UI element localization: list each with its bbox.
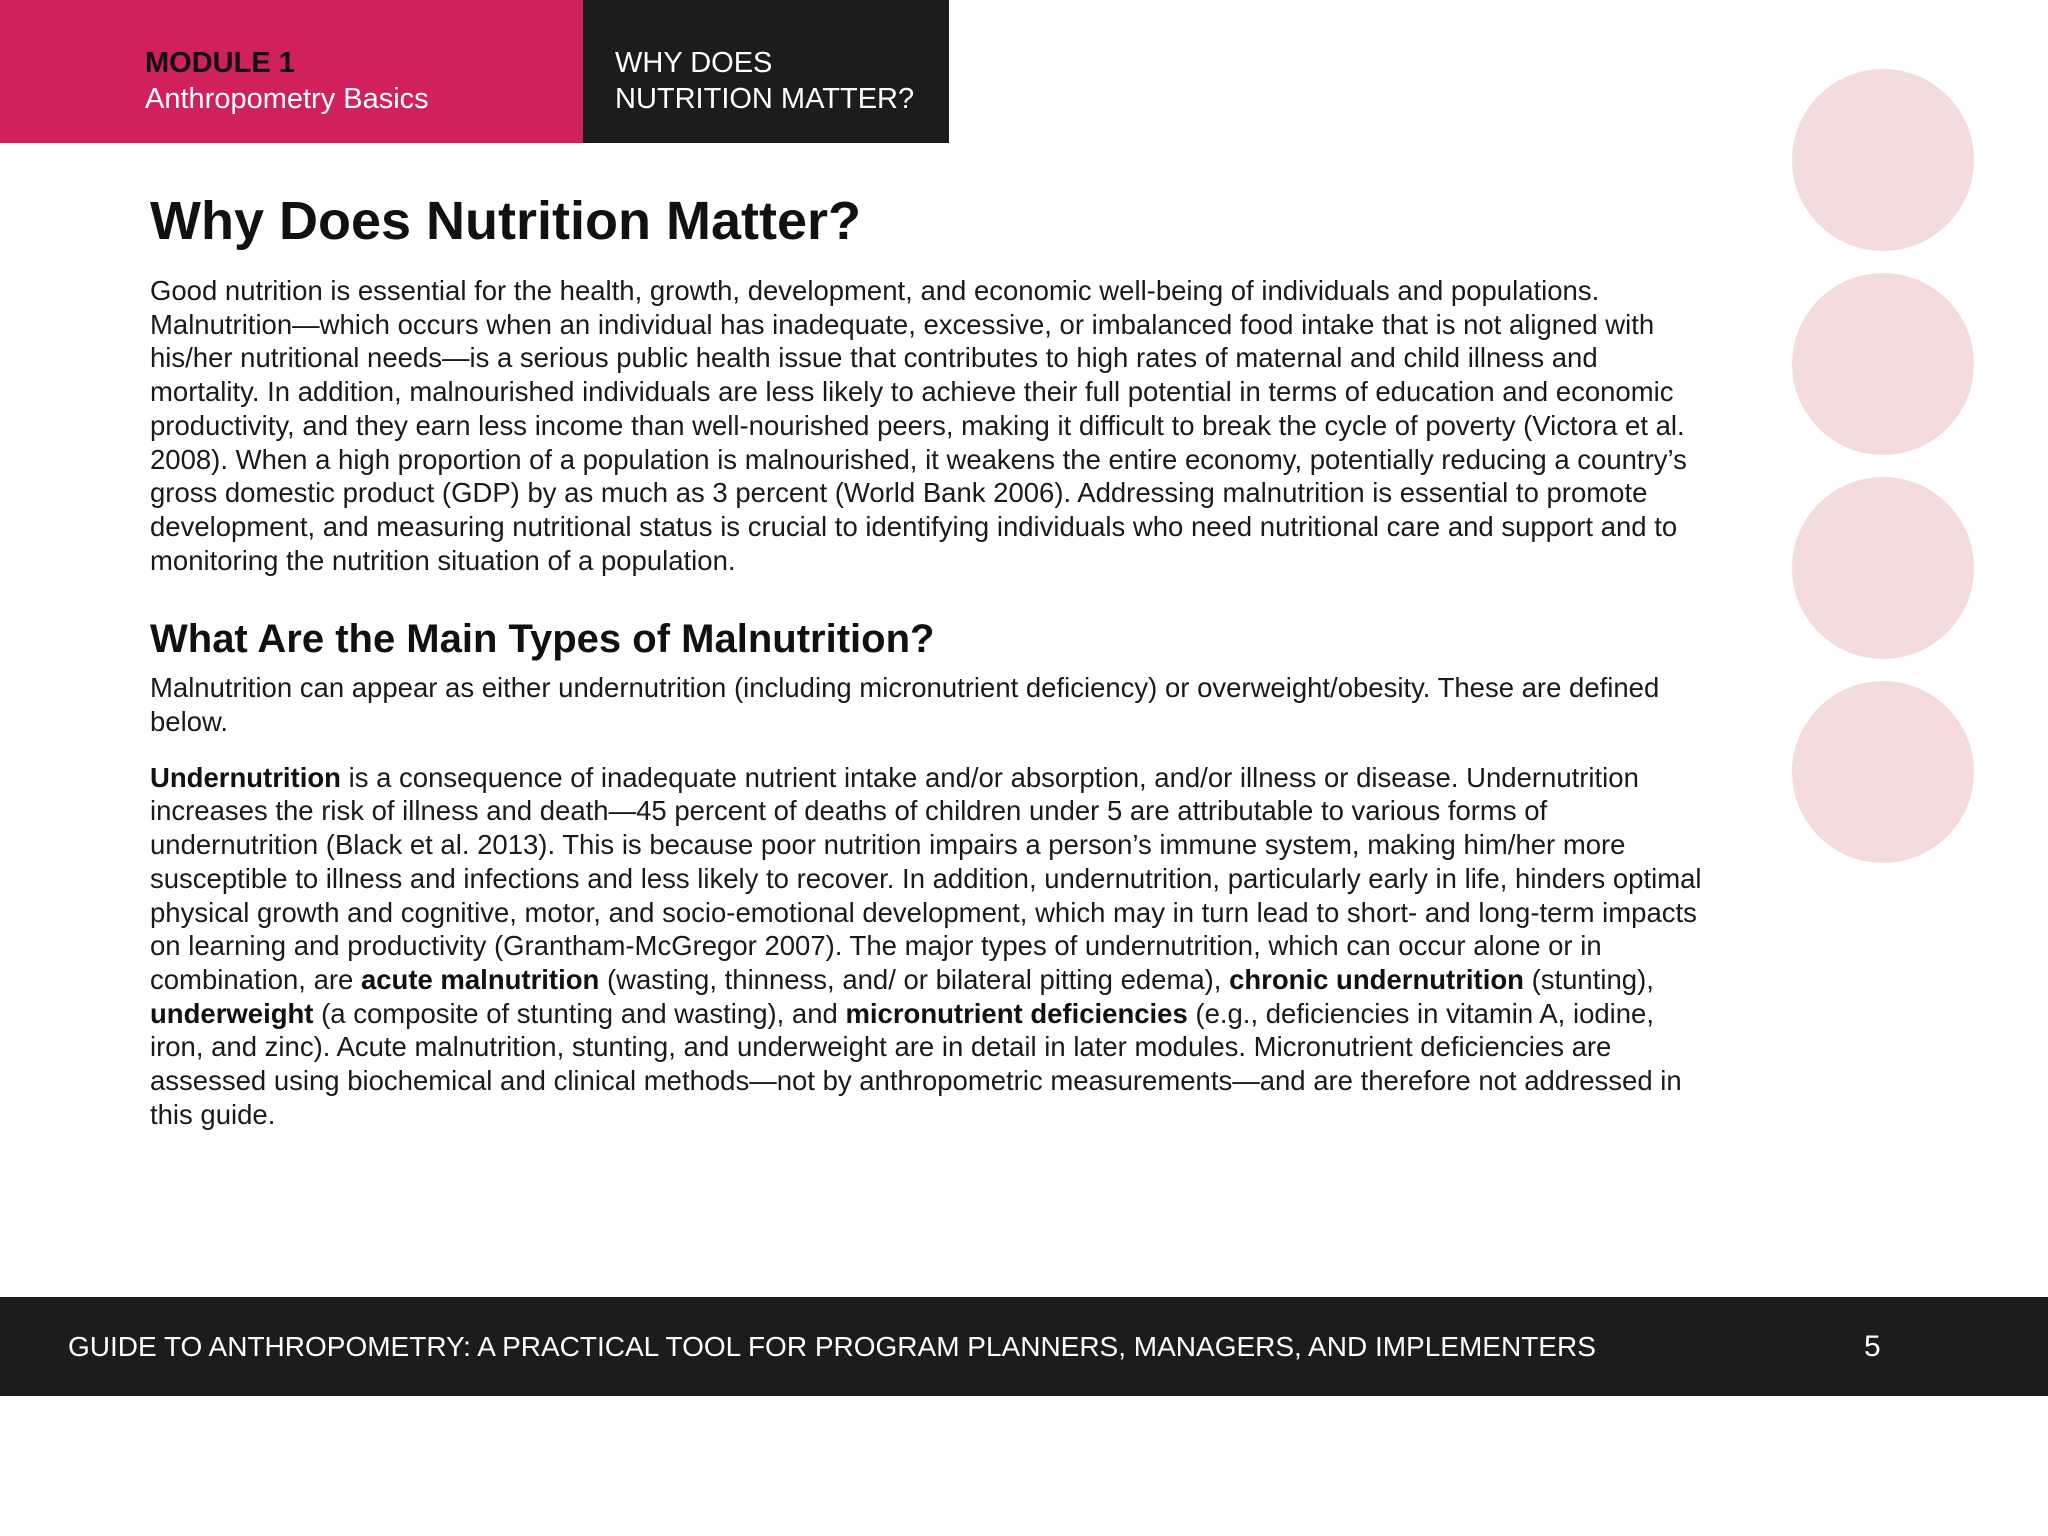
term-chronic-undernutrition: chronic undernutrition (1229, 963, 1524, 995)
term-underweight: underweight (150, 997, 314, 1029)
main-content (150, 186, 1710, 1131)
module-tab (0, 0, 583, 143)
page-title: Why Does Nutrition Matter? (150, 191, 861, 251)
decorative-circle (1792, 681, 1974, 863)
term-acute-malnutrition: acute malnutrition (360, 963, 600, 995)
footer-bar (0, 1297, 2048, 1396)
paragraph-text: (stunting), (1523, 963, 1654, 995)
paragraph-text: is a consequence of inadequate nutrient intake and/or absorption, and/or illness or disease. Undernutrition increases the risk of illness and death—45 percent of deaths of children under 5 are attributable to various forms of undernutrition (Black et al. 2013). This is because poor nutrition impairs a person’s immune system, making him/her more susceptible to illness and infections and less likely to recover. In addition, undernutrition, particularly early in life, hinders optimal physical growth and cognitive, motor, and socio-emotional development, which may in turn lead to short- and long-term impacts on learning and productivity (Grantham-McGregor 2007). The major types of undernutrition, which can occur alone or in combination, are (150, 761, 1702, 995)
section-tab (583, 0, 949, 143)
paragraph-text: (a composite of stunting and wasting), and (313, 997, 846, 1029)
term-undernutrition: Undernutrition (150, 761, 341, 793)
paragraph-text: (wasting, thinness, and/ or bilateral pitting edema), (599, 963, 1230, 995)
section-title-line2: NUTRITION MATTER? (615, 83, 915, 115)
decorative-circle (1792, 273, 1974, 455)
paragraph-text: (e.g., deficiencies in vitamin A, iodine, iron, and zinc). Acute malnutrition, stunting, and underweight are in detail in later modules. Micronutrient deficiencies are assessed using biochemical and clinical methods—not by anthropometric measurements—and are therefore not addressed in this guide. (150, 997, 1682, 1130)
types-intro-paragraph: Malnutrition can appear as either undernutrition (including micronutrient deficiency) or overweight/obesity. These are defined below. (150, 672, 1660, 738)
decorative-circle (1792, 477, 1974, 659)
module-number: MODULE 1 (145, 47, 295, 79)
intro-paragraph: Good nutrition is essential for the health, growth, development, and economic well-being of individuals and populations. Malnutrition—which occurs when an individual has inadequate, excessive, or imbalanced food intake that is not aligned with his/her nutritional needs—is a serious public health issue that contributes to high rates of maternal and child illness and mortality. In addition, malnourished individuals are less likely to achieve their full potential in terms of education and economic productivity, and they earn less income than well-nourished peers, making it difficult to break the cycle of poverty (Victora et al. 2008). When a high proportion of a population is malnourished, it weakens the entire economy, potentially reducing a country’s gross domestic product (GDP) by as much as 3 percent (World Bank 2006). Addressing malnutrition is essential to promote development, and measuring nutritional status is crucial to identifying individuals who need nutritional care and support and to monitoring the nutrition situation of a population. (150, 275, 1687, 576)
undernutrition-paragraph (150, 761, 1710, 1132)
module-title: Anthropometry Basics (145, 83, 429, 115)
section-heading: What Are the Main Types of Malnutrition? (150, 617, 935, 662)
section-title-line1: WHY DOES (615, 47, 773, 79)
term-micronutrient-deficiencies: micronutrient deficiencies (845, 997, 1188, 1029)
decorative-circle (1792, 69, 1974, 251)
page-number: 5 (1864, 1330, 1881, 1363)
footer-guide-title: GUIDE TO ANTHROPOMETRY: A PRACTICAL TOOL FOR PROGRAM PLANNERS, MANAGERS, AND IMPLEMENTERS (68, 1331, 1596, 1362)
